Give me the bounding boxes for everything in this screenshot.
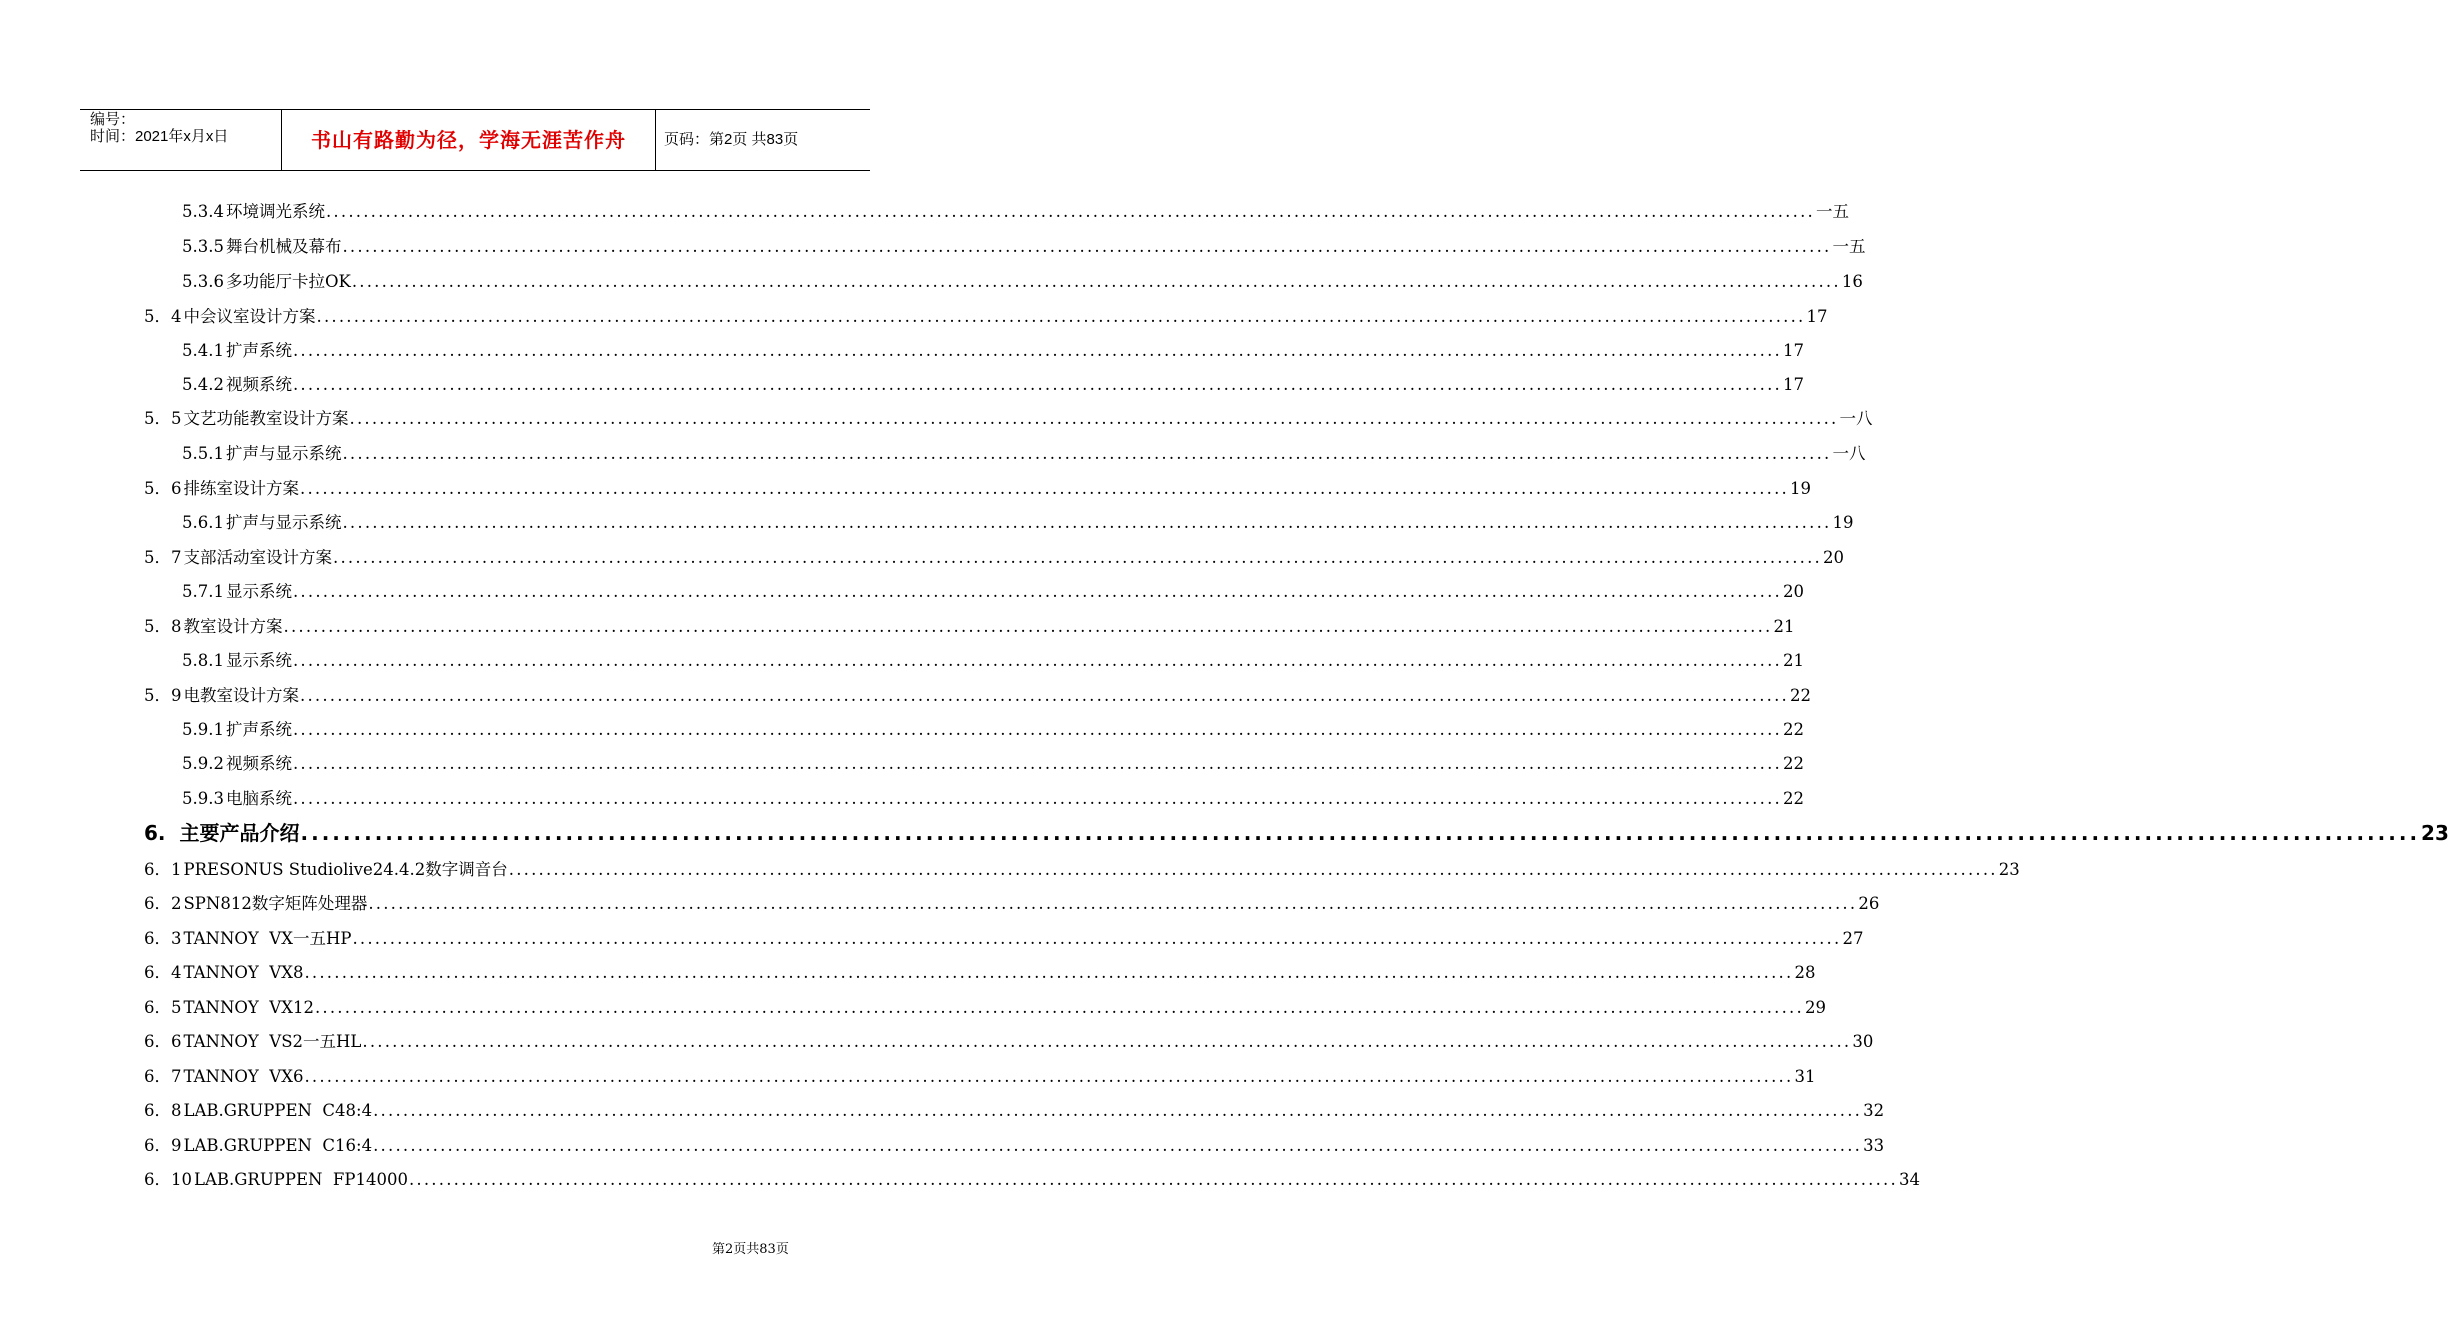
toc-entry[interactable] [182, 235, 1866, 259]
toc-entry[interactable] [182, 649, 1804, 673]
toc-entry-page: 21 [1782, 651, 1804, 670]
toc-entry-title: 电脑系统 [225, 789, 292, 808]
toc-dot-leader: ........................................................................................................................................................................................................ [314, 998, 1804, 1017]
toc-entry-number: 5.6.1 [182, 513, 224, 532]
toc-entry-number: 5．7 [144, 548, 182, 567]
toc-dot-leader: ........................................................................................................................................................................................................ [352, 929, 1842, 948]
toc-entry-page: 27 [1842, 929, 1864, 948]
toc-entry-title: 显示系统 [225, 651, 292, 670]
toc-entry-title: 视频系统 [225, 754, 292, 773]
toc-entry-number: 5．9 [144, 686, 182, 705]
toc-entry[interactable] [144, 407, 1873, 431]
toc-entry-number: 5.9.1 [182, 720, 224, 739]
toc-entry-page: 22 [1782, 789, 1804, 808]
toc-entry-number: 6．7 [144, 1067, 182, 1086]
toc-dot-leader: ........................................................................................................................................................................................................ [300, 479, 1789, 498]
toc-entry-title: TANNOY VX8 [183, 963, 304, 982]
toc-dot-leader: ........................................................................................................................................................................................................ [304, 1067, 1794, 1086]
toc-dot-leader: ........................................................................................................................................................................................................ [292, 582, 1782, 601]
toc-entry[interactable] [182, 373, 1804, 397]
toc-entry-number: 6．3 [144, 929, 182, 948]
toc-dot-leader: ........................................................................................................................................................................................................ [333, 548, 1822, 567]
toc-entry[interactable] [144, 927, 1864, 951]
toc-entry[interactable] [144, 1134, 1885, 1158]
toc-entry-page: 29 [1804, 998, 1826, 1017]
toc-entry-number: 5.3.6 [182, 272, 224, 291]
toc-entry-page: 16 [1841, 272, 1863, 291]
toc-entry-page: 20 [1782, 582, 1804, 601]
toc-dot-leader: ........................................................................................................................................................................................................ [316, 307, 1806, 326]
toc-entry-title: 扩声系统 [225, 720, 292, 739]
toc-entry[interactable] [144, 1168, 1920, 1192]
toc-entry-page: 19 [1832, 513, 1854, 532]
toc-entry[interactable] [144, 1030, 1874, 1054]
toc-entry-number: 5.9.2 [182, 754, 224, 773]
toc-dot-leader: ........................................................................................................................................................................................................ [342, 513, 1832, 532]
toc-entry[interactable] [144, 961, 1816, 985]
toc-entry-title: LAB.GRUPPEN C16:4 [183, 1136, 373, 1155]
toc-entry-title: 视频系统 [225, 375, 292, 394]
toc-entry-number: 5.8.1 [182, 651, 224, 670]
toc-entry-number: 5.3.5 [182, 237, 224, 256]
toc-entry-title: 支部活动室设计方案 [183, 548, 332, 567]
toc-dot-leader: ........................................................................................................................................................................................................ [292, 651, 1782, 670]
toc-entry-number: 6．2 [144, 894, 182, 913]
toc-entry-title: TANNOY VX6 [183, 1067, 304, 1086]
toc-entry[interactable] [182, 511, 1854, 535]
toc-entry[interactable] [144, 305, 1828, 329]
toc-dot-leader: ........................................................................................................................................................................................................ [283, 617, 1773, 636]
toc-entry[interactable] [144, 996, 1826, 1020]
toc-dot-leader: ........................................................................................................................................................................................................ [342, 444, 1832, 463]
toc-entry-title: TANNOY VS2一五HL [183, 1032, 362, 1051]
toc-entry-title: LAB.GRUPPEN C48:4 [183, 1101, 373, 1120]
toc-entry-title: PRESONUS Studiolive24.4.2数字调音台 [183, 860, 508, 879]
toc-entry-page: 28 [1794, 963, 1816, 982]
toc-entry-page: 30 [1852, 1032, 1874, 1051]
toc-entry[interactable] [144, 892, 1880, 916]
toc-entry-title: LAB.GRUPPEN FP14000 [194, 1170, 408, 1189]
toc-entry[interactable] [144, 684, 1811, 708]
toc-entry-number: 5.4.2 [182, 375, 224, 394]
header-number-label: 编号： [90, 111, 136, 128]
toc-entry-title: 扩声与显示系统 [225, 444, 342, 463]
toc-dot-leader: ........................................................................................................................................................................................................ [408, 1170, 1898, 1189]
toc-entry[interactable] [144, 615, 1795, 639]
toc-entry-title: 教室设计方案 [183, 617, 283, 636]
toc-entry[interactable] [144, 1099, 1885, 1123]
toc-entry-number: 6．4 [144, 963, 182, 982]
toc-entry-number: 5．4 [144, 307, 182, 326]
toc-dot-leader: ........................................................................................................................................................................................................ [362, 1032, 1852, 1051]
toc-entry-number: 6．6 [144, 1032, 182, 1051]
toc-dot-leader: ........................................................................................................................................................................................................ [292, 375, 1782, 394]
toc-entry[interactable] [144, 858, 2020, 882]
toc-dot-leader: ........................................................................................................................................................................................................ [351, 272, 1841, 291]
toc-entry[interactable] [182, 270, 1863, 294]
toc-dot-leader: ........................................................................................................................................................................................................ [300, 686, 1789, 705]
toc-dot-leader: ........................................................................................................................................................................................................ [349, 409, 1839, 428]
toc-entry-page: 一八 [1839, 409, 1873, 428]
toc-entry-title: TANNOY VX12 [183, 998, 314, 1017]
toc-entry-number: 6．1 [144, 860, 182, 879]
toc-dot-leader: ........................................................................................................................................................................................................ [373, 1101, 1863, 1120]
toc-entry-page: 23 [1998, 860, 2020, 879]
toc-entry-page: 26 [1858, 894, 1880, 913]
toc-entry-number: 6．8 [144, 1101, 182, 1120]
toc-entry[interactable] [182, 200, 1849, 224]
toc-dot-leader: ........................................................................................................................................................................................................ [325, 202, 1815, 221]
toc-entry-number: 5．8 [144, 617, 182, 636]
toc-entry[interactable] [182, 339, 1804, 363]
toc-entry-title: 扩声系统 [225, 341, 292, 360]
toc-dot-leader: ........................................................................................................................................................................................................ [508, 860, 1998, 879]
toc-entry-page: 32 [1863, 1101, 1885, 1120]
toc-entry-page: 20 [1822, 548, 1844, 567]
toc-entry-title: 中会议室设计方案 [183, 307, 316, 326]
header-time-label: 时间：2021年x月x日 [90, 128, 229, 145]
toc-entry-number: 5.3.4 [182, 202, 224, 221]
toc-entry-page: 23 [2421, 821, 2449, 845]
toc-dot-leader: ........................................................................................................................................................................................................ [304, 963, 1794, 982]
toc-entry-page: 一五 [1832, 237, 1866, 256]
toc-entry-number: 5.4.1 [182, 341, 224, 360]
toc-entry-title: 舞台机械及幕布 [225, 237, 342, 256]
toc-entry-page: 一五 [1815, 202, 1849, 221]
toc-entry-title: 电教室设计方案 [183, 686, 299, 705]
toc-entry-number: 5．6 [144, 479, 182, 498]
toc-entry-number: 5.5.1 [182, 444, 224, 463]
toc-entry-page: 17 [1782, 375, 1804, 394]
toc-entry-page: 22 [1782, 720, 1804, 739]
toc-entry[interactable] [182, 580, 1804, 604]
toc-entry-title: 环境调光系统 [225, 202, 325, 221]
toc-entry-page: 34 [1898, 1170, 1920, 1189]
toc-entry-title: 扩声与显示系统 [225, 513, 342, 532]
toc-entry[interactable] [144, 546, 1844, 570]
toc-entry-page: 21 [1773, 617, 1795, 636]
toc-dot-leader: ........................................................................................................................................................................................................ [292, 789, 1782, 808]
toc-dot-leader: ........................................................................................................................................................................................................ [342, 237, 1832, 256]
toc-entry-number: 6．5 [144, 998, 182, 1017]
toc-entry-number: 6．9 [144, 1136, 182, 1155]
toc-entry-title: 多功能厅卡拉OK [225, 272, 351, 291]
toc-entry[interactable] [182, 442, 1866, 466]
toc-entry[interactable] [144, 1065, 1816, 1089]
toc-entry-number: 6．10 [144, 1170, 192, 1189]
toc-entry-title: 主要产品介绍 [179, 821, 300, 845]
toc-entry-title: 文艺功能教室设计方案 [183, 409, 349, 428]
toc-entry-page: 22 [1782, 754, 1804, 773]
toc-entry-number: 5.9.3 [182, 789, 224, 808]
toc-dot-leader: ........................................................................................................................................................................................................ [300, 821, 2421, 845]
toc-entry-title: TANNOY VX一五HP [183, 929, 352, 948]
toc-entry-title: 排练室设计方案 [183, 479, 299, 498]
toc-entry-title: 显示系统 [225, 582, 292, 601]
toc-entry[interactable] [182, 787, 1804, 811]
toc-entry-number: 5.7.1 [182, 582, 224, 601]
toc-dot-leader: ........................................................................................................................................................................................................ [373, 1136, 1863, 1155]
header-page-label: 页码：第2页 共83页 [664, 131, 799, 148]
toc-entry-number: 6. [144, 821, 166, 845]
toc-entry[interactable] [144, 477, 1811, 501]
toc-entry-page: 22 [1789, 686, 1811, 705]
toc-dot-leader: ........................................................................................................................................................................................................ [292, 720, 1782, 739]
toc-dot-leader: ........................................................................................................................................................................................................ [368, 894, 1858, 913]
toc-dot-leader: ........................................................................................................................................................................................................ [292, 341, 1782, 360]
toc-entry-page: 17 [1782, 341, 1804, 360]
header-motto: 书山有路勤为径，学海无涯苦作舟 [311, 128, 626, 152]
toc-entry[interactable] [182, 718, 1804, 742]
toc-entry-page: 17 [1806, 307, 1828, 326]
toc-entry-number: 5．5 [144, 409, 182, 428]
toc-entry[interactable] [144, 819, 2449, 847]
toc-entry-page: 一八 [1832, 444, 1866, 463]
toc-entry-title: SPN812数字矩阵处理器 [183, 894, 368, 913]
toc-entry-page: 31 [1794, 1067, 1816, 1086]
toc-entry-page: 19 [1789, 479, 1811, 498]
toc-dot-leader: ........................................................................................................................................................................................................ [292, 754, 1782, 773]
toc-entry-page: 33 [1863, 1136, 1885, 1155]
page-footer: 第2页共83页 [712, 1242, 789, 1257]
toc-entry[interactable] [182, 752, 1804, 776]
